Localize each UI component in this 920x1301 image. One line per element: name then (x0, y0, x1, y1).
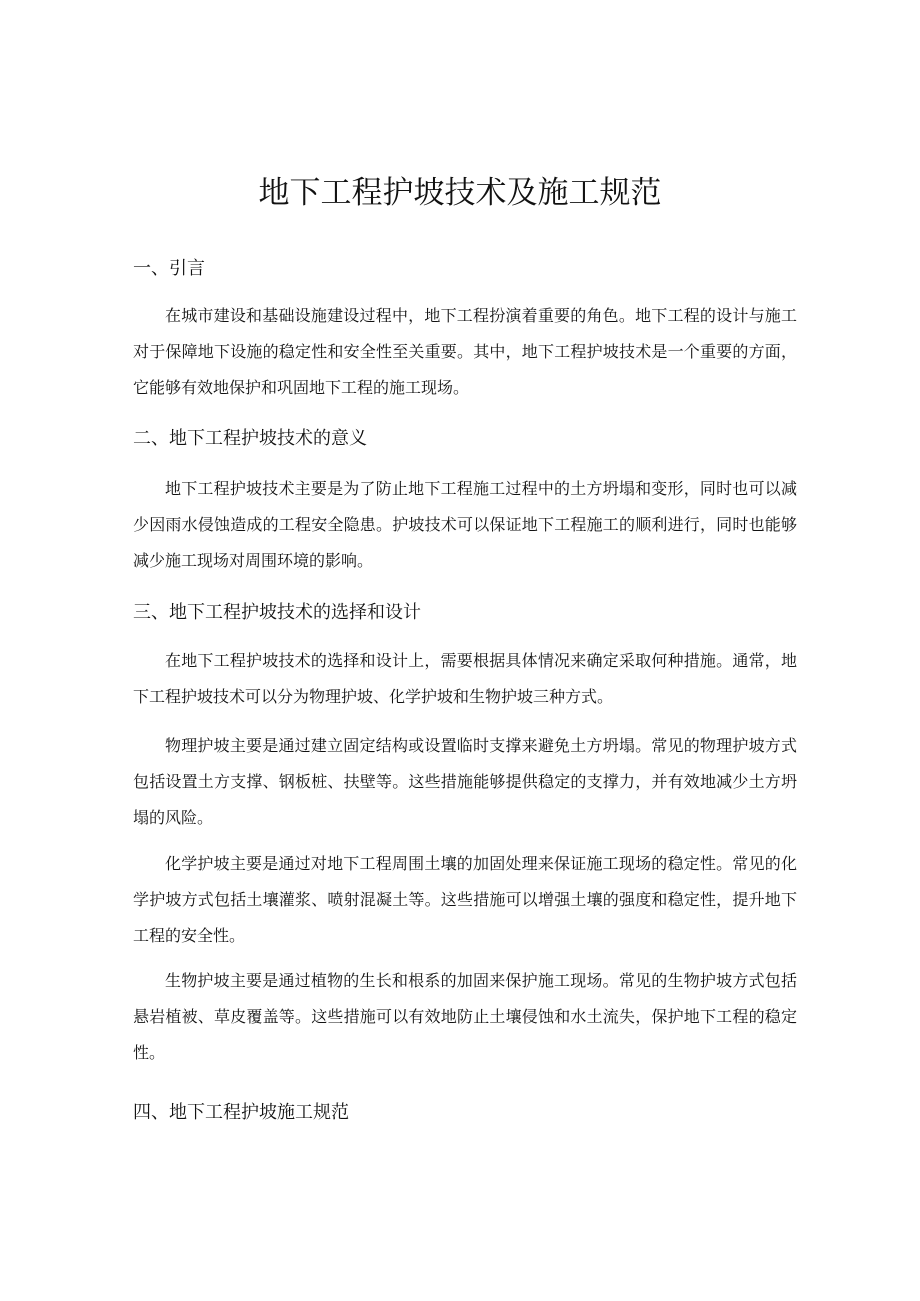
section-heading-significance: 二、地下工程护坡技术的意义 (133, 428, 367, 449)
section-heading-selection-design: 三、地下工程护坡技术的选择和设计 (133, 602, 421, 623)
paragraph-significance: 地下工程护坡技术主要是为了防止地下工程施工过程中的土方坍塌和变形，同时也可以减少因雨水侵蚀造成的工程安全隐患。护坡技术可以保证地下工程施工的顺利进行，同时也能够减少施工现场对周围环境的影响。 (133, 479, 797, 570)
paragraph-introduction: 在城市建设和基础设施建设过程中，地下工程扮演着重要的角色。地下工程的设计与施工对于保障地下设施的稳定性和安全性至关重要。其中，地下工程护坡技术是一个重要的方面，它能够有效地保护和巩固地下工程的施工现场。 (133, 306, 797, 397)
paragraph-selection-overview: 在地下工程护坡技术的选择和设计上，需要根据具体情况来确定采取何种措施。通常，地下工程护坡技术可以分为物理护坡、化学护坡和生物护坡三种方式。 (133, 651, 797, 706)
paragraph-physical-protection: 物理护坡主要是通过建立固定结构或设置临时支撑来避免土方坍塌。常见的物理护坡方式包括设置土方支撑、钢板桩、扶壁等。这些措施能够提供稳定的支撑力，并有效地减少土方坍塌的风险。 (133, 736, 797, 827)
section-heading-introduction: 一、引言 (133, 258, 205, 279)
document-title: 地下工程护坡技术及施工规范 (258, 175, 662, 211)
paragraph-biological-protection: 生物护坡主要是通过植物的生长和根系的加固来保护施工现场。常见的生物护坡方式包括悬岩植被、草皮覆盖等。这些措施可以有效地防止土壤侵蚀和水土流失，保护地下工程的稳定性。 (133, 971, 797, 1062)
section-heading-construction-spec: 四、地下工程护坡施工规范 (133, 1102, 349, 1123)
paragraph-chemical-protection: 化学护坡主要是通过对地下工程周围土壤的加固处理来保证施工现场的稳定性。常见的化学护坡方式包括土壤灌浆、喷射混凝土等。这些措施可以增强土壤的强度和稳定性，提升地下工程的安全性。 (133, 854, 797, 945)
